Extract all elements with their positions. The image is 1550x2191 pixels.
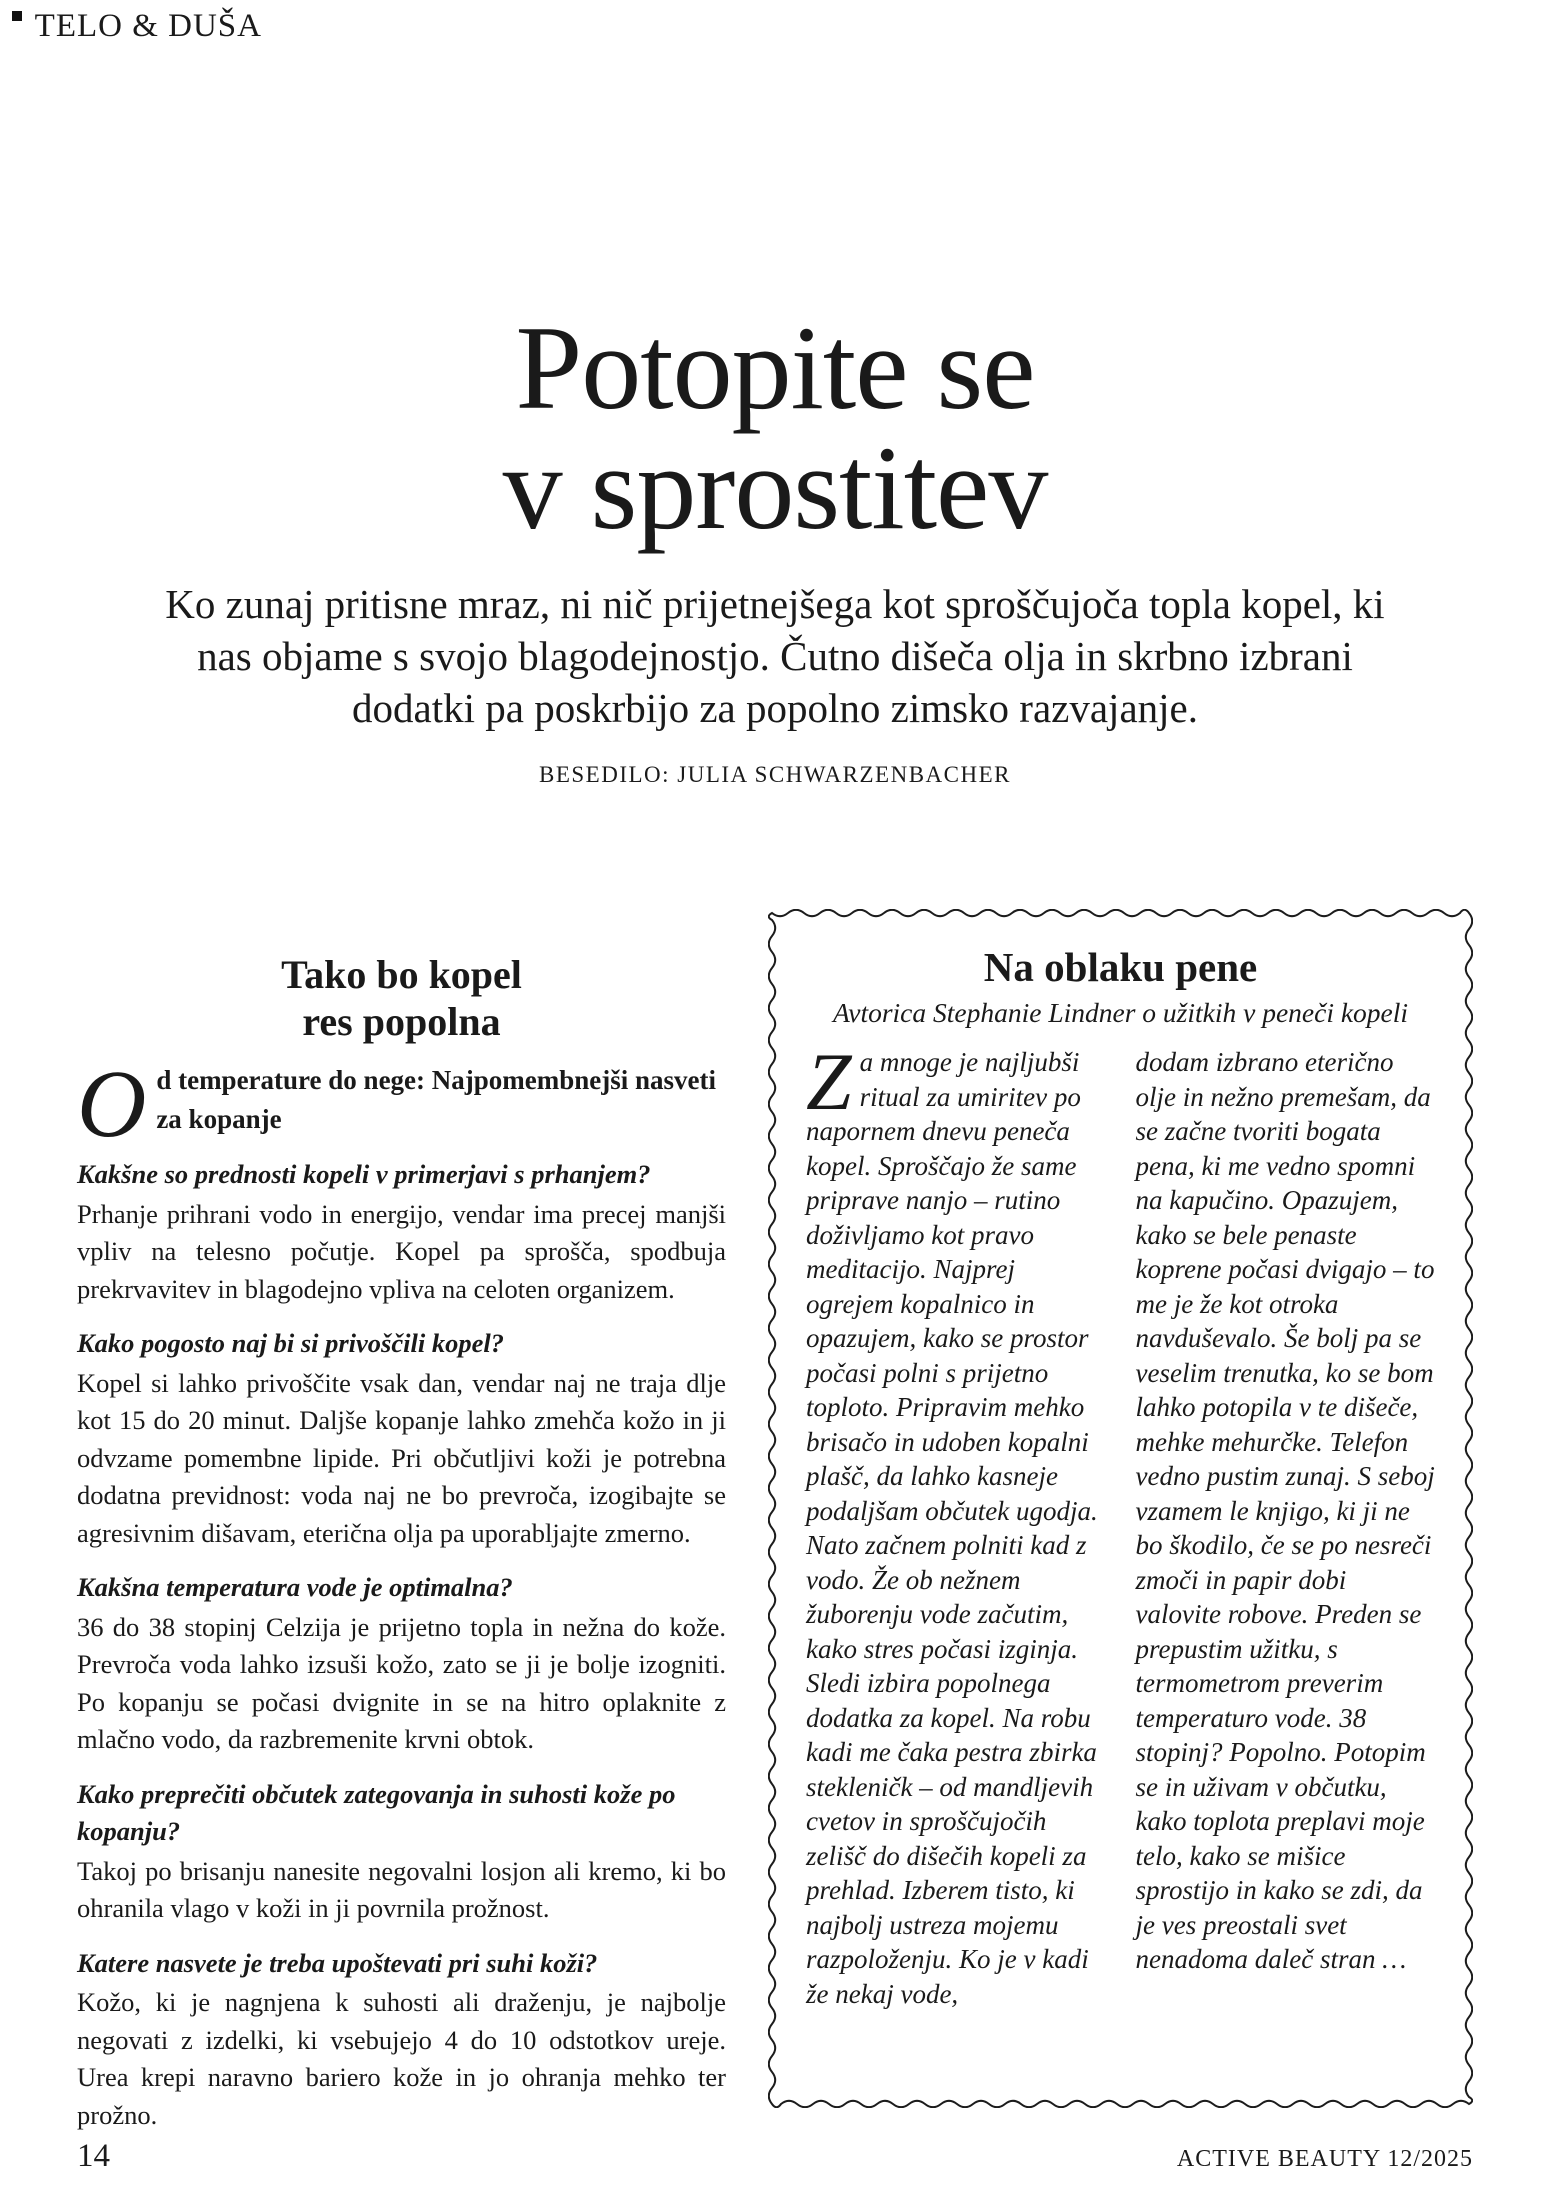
- title-line-2: v sprostitev: [502, 421, 1048, 554]
- answer: 36 do 38 stopinj Celzija je prijetno topla in nežna do kože. Prevroča voda lahko izsuši kožo, zato se ji je bolje izogniti. Po kopanju se počasi dvignite in se na hitro oplaknite z mlačno vodo, da razbremenite krvni obtok.: [77, 1611, 726, 1755]
- section-marker-icon: [12, 11, 22, 21]
- qa-item: [77, 1776, 726, 1928]
- article-intro: Ko zunaj pritisne mraz, ni nič prijetnejšega kot sproščujoča topla kopel, ki nas objame s svojo blagodejnostjo. Čutno dišeča olja in skrbno izbrani dodatki pa poskrbijo za popolno zimsko razvajanje.: [165, 581, 1385, 731]
- qa-heading-line-2: res popolna: [302, 999, 501, 1045]
- question: Katere nasvete je treba upoštevati pri suhi koži?: [77, 1947, 598, 1978]
- qa-heading: [77, 951, 726, 1045]
- article-byline: BESEDILO: JULIA SCHWARZENBACHER: [538, 762, 1011, 787]
- lead-paragraph: [77, 1050, 726, 1158]
- sidebar-col1-text: a mnoge je najljubši ritual za umiritev po napornem dnevu peneča kopel. Sproščajo že same priprave nanjo – rutino doživljamo kot pravo meditacijo. Najprej ogrejem kopalnico in opazujem, kako se prostor počasi polni s prijetno toploto. Pripravim mehko brisačo in udoben kopalni plašč, da lahko kasneje podaljšam občutek ugodja. Nato začnem polniti kad z vodo. Že ob nežnem žuborenju vode začutim, kako stres počasi izginja. Sledi izbira popolnega dodatka za kopel. Na robu kadi me čaka pestra zbirka stekleničk – od mandljevih cvetov in sproščujočih zelišč do dišečih kopeli za prehlad. Izberem tisto, ki najbolj ustreza mojemu razpoloženju. Ko je v kadi že nekaj vode,: [806, 1047, 1098, 2009]
- sidebar-column-1: [806, 1036, 1106, 2011]
- answer: Kožo, ki je nagnjena k suhosti ali draženju, je najbolje negovati z izdelki, ki vsebujejo 4 do 10 odstotkov ureje. Urea krepi naravno bariero kože in jo ohranja mehko ter prožno.: [77, 1987, 726, 2130]
- sidebar-columns: [806, 1036, 1435, 2011]
- page-number: 14: [77, 2138, 110, 2174]
- qa-column: [77, 909, 726, 2134]
- answer: Prhanje prihrani vodo in energijo, vendar ima precej manjši vpliv na telesno počutje. Kopel pa sprošča, spodbuja prekrvavitev in blagodejno vpliva na celoten organizem.: [77, 1198, 726, 1304]
- answer: Takoj po brisanju nanesite negovalni losjon ali kremo, ki bo ohranila vlago v koži in ji povrnila prožnost.: [77, 1855, 726, 1924]
- magazine-issue: ACTIVE BEAUTY 12/2025: [1176, 2146, 1473, 2172]
- sidebar-subtitle: Avtorica Stephanie Lindner o užitkih v peneči kopeli: [832, 997, 1409, 1028]
- article-title: [0, 301, 1550, 554]
- article-hero: [0, 301, 1550, 788]
- article-body: [77, 909, 1473, 2134]
- question: Kakšne so prednosti kopeli v primerjavi s prhanjem?: [77, 1159, 651, 1190]
- sidebar-column-2: [1136, 1045, 1436, 2011]
- question: Kakšna temperatura vode je optimalna?: [77, 1572, 513, 1603]
- section-title: TELO & DUŠA: [34, 8, 262, 44]
- sidebar-title: Na oblaku pene: [983, 944, 1258, 990]
- page-footer: [77, 2138, 1473, 2175]
- lead-text: d temperature do nege: Najpomembnejši nasveti za kopanje: [156, 1065, 717, 1135]
- section-header: [12, 8, 262, 45]
- dropcap-z: Z: [806, 1036, 852, 1127]
- sidebar-col2-text: dodam izbrano eterično olje in nežno premešam, da se začne tvoriti bogata pena, ki me vedno spomni na kapučino. Opazujem, kako se bele penaste koprene počasi dvigajo – to me je že kot otroka navduševalo. Še bolj pa se veselim trenutka, ko se bom lahko potopila v te dišeče, mehke mehurčke. Telefon vedno pustim zunaj. S seboj vzamem le knjigo, ki ji ne bo škodilo, če se po nesreči zmoči in papir dobi valovite robove. Preden se prepustim užitku, s termometrom preverim temperaturo vode. 38 stopinj? Popolno. Potopim se in uživam v občutku, kako toplota preplavi moje telo, kako se mišice sprostijo in kako se zdi, da je ves preostali svet nenadoma daleč stran …: [1135, 1047, 1435, 1974]
- qa-item: [77, 1945, 726, 2135]
- foam-sidebar: [768, 909, 1473, 2108]
- question: Kako preprečiti občutek zategovanja in suhosti kože po kopanju?: [77, 1778, 676, 1847]
- answer: Kopel si lahko privoščite vsak dan, vendar naj ne traja dlje kot 15 do 20 minut. Daljše kopanje lahko zmehča kožo in ji odvzame pomembne lipide. Pri občutljivi koži je potrebna dodatna previdnost: voda naj ne bo prevroča, izogibajte se agresivnim dišavam, eterična olja pa uporabljajte zmerno.: [77, 1367, 726, 1548]
- qa-item: [77, 1156, 726, 1308]
- question: Kako pogosto naj bi si privoščili kopel?: [77, 1328, 504, 1359]
- qa-heading-line-1: Tako bo kopel: [281, 952, 522, 997]
- title-line-1: Potopite se: [515, 301, 1035, 434]
- qa-item: [77, 1569, 726, 1759]
- sidebar-inner: [806, 943, 1435, 2011]
- dropcap-o: O: [77, 1050, 147, 1158]
- qa-item: [77, 1325, 726, 1552]
